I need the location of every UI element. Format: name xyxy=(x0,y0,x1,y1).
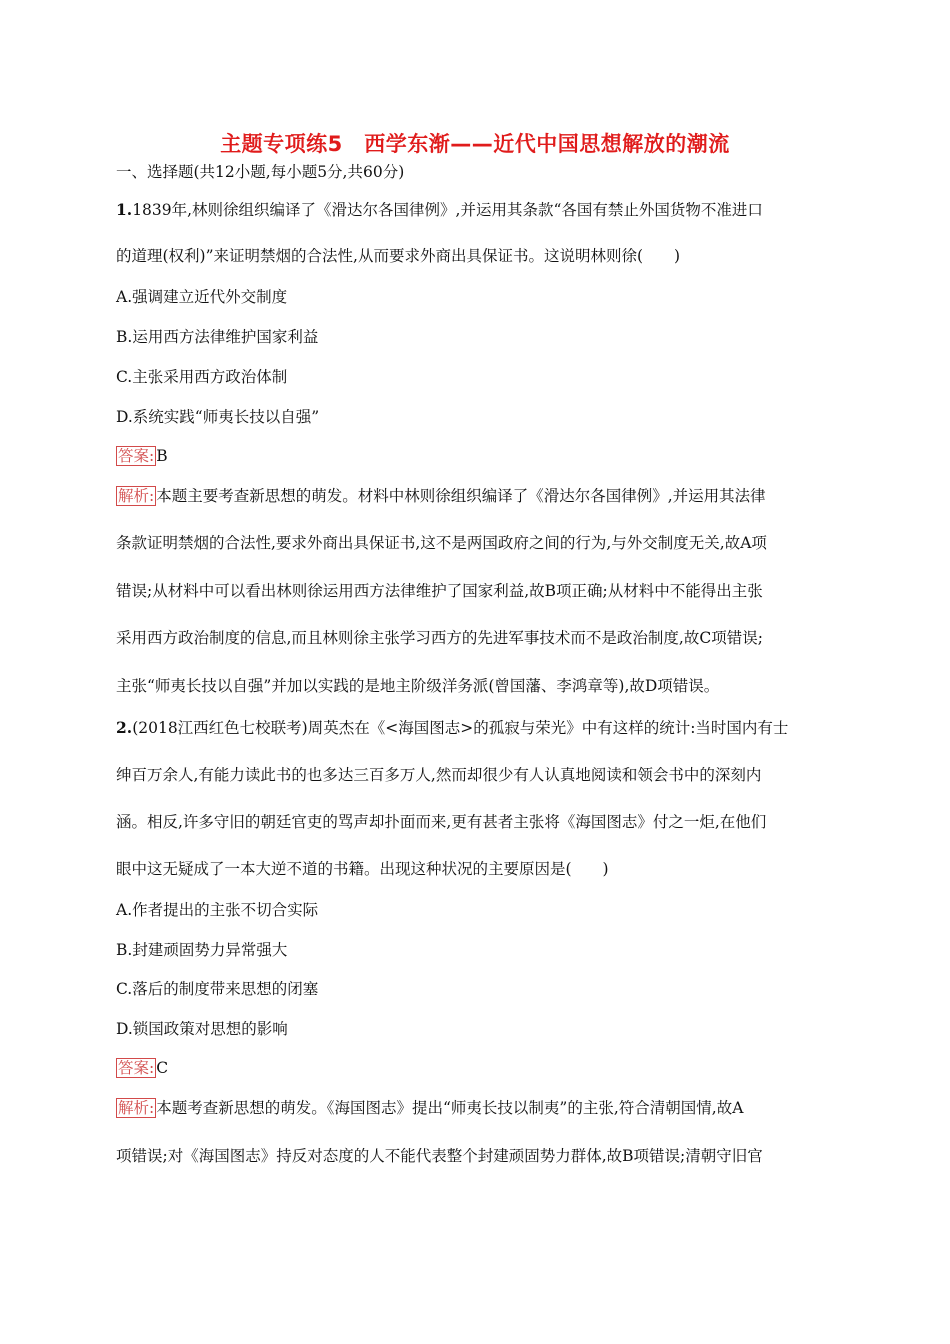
q2-option-c: C.落后的制度带来思想的闭塞 xyxy=(116,980,319,998)
q1-analysis-text-1: 本题主要考查新思想的萌发。材料中林则徐组织编译了《滑达尔各国律例》,并运用其法律 xyxy=(156,487,766,505)
q2-answer xyxy=(116,1058,168,1078)
q2-stem-line-1 xyxy=(116,718,788,738)
analysis-label: 解析: xyxy=(118,1099,155,1117)
q1-option-d: D.系统实践“师夷长技以自强” xyxy=(116,408,320,426)
q1-analysis-line-3: 错误;从材料中可以看出林则徐运用西方法律维护了国家利益,故B项正确;从材料中不能得出主张 xyxy=(116,582,763,600)
q1-stem-line-2: 的道理(权利)”来证明禁烟的合法性,从而要求外商出具保证书。这说明林则徐( ) xyxy=(116,247,681,265)
q2-stem-line-3: 涵。相反,许多守旧的朝廷官吏的骂声却扑面而来,更有甚者主张将《海国图志》付之一炬,在他们 xyxy=(116,813,767,831)
q1-option-a: A.强调建立近代外交制度 xyxy=(116,288,288,306)
answer-label: 答案: xyxy=(118,447,155,465)
q1-analysis-line-2: 条款证明禁烟的合法性,要求外商出具保证书,这不是两国政府之间的行为,与外交制度无关,故A项 xyxy=(116,534,767,552)
q2-option-a: A.作者提出的主张不切合实际 xyxy=(116,901,319,919)
q1-analysis-line-5: 主张“师夷长技以自强”并加以实践的是地主阶级洋务派(曾国藩、李鸿章等),故D项错误。 xyxy=(116,677,720,695)
analysis-label: 解析: xyxy=(118,487,155,505)
q2-stem-line-4: 眼中这无疑成了一本大逆不道的书籍。出现这种状况的主要原因是( ) xyxy=(116,860,609,878)
section-heading: 一、选择题(共12小题,每小题5分,共60分) xyxy=(116,163,405,181)
page-title: 主题专项练5 西学东渐——近代中国思想解放的潮流 xyxy=(220,132,730,156)
q1-answer xyxy=(116,446,168,466)
answer-label: 答案: xyxy=(118,1059,155,1077)
q1-number: 1. xyxy=(116,200,133,219)
q1-stem-line-1 xyxy=(116,200,763,220)
q1-analysis-line-4: 采用西方政治制度的信息,而且林则徐主张学习西方的先进军事技术而不是政治制度,故C项错误; xyxy=(116,629,763,647)
q2-stem-text-1: (2018江西红色七校联考)周英杰在《<海国图志>的孤寂与荣光》中有这样的统计:当时国内有士 xyxy=(132,719,789,737)
q1-option-b: B.运用西方法律维护国家利益 xyxy=(116,328,319,346)
q2-analysis-line-2: 项错误;对《海国图志》持反对态度的人不能代表整个封建顽固势力群体,故B项错误;清朝守旧官 xyxy=(116,1147,763,1165)
q2-option-d: D.锁国政策对思想的影响 xyxy=(116,1020,288,1038)
q2-option-b: B.封建顽固势力异常强大 xyxy=(116,941,288,959)
q2-analysis-line-1 xyxy=(116,1098,743,1118)
q2-answer-value: C xyxy=(156,1059,169,1077)
q1-option-c: C.主张采用西方政治体制 xyxy=(116,368,288,386)
q1-answer-value: B xyxy=(156,447,168,465)
q1-stem-text-1: 1839年,林则徐组织编译了《滑达尔各国律例》,并运用其条款“各国有禁止外国货物不准进口 xyxy=(132,201,763,219)
q2-analysis-text-1: 本题考查新思想的萌发。《海国图志》提出“师夷长技以制夷”的主张,符合清朝国情,故A xyxy=(156,1099,744,1117)
q1-analysis-line-1 xyxy=(116,486,766,506)
q2-stem-line-2: 绅百万余人,有能力读此书的也多达三百多万人,然而却很少有人认真地阅读和领会书中的深刻内 xyxy=(116,766,762,784)
q2-number: 2. xyxy=(116,718,133,737)
